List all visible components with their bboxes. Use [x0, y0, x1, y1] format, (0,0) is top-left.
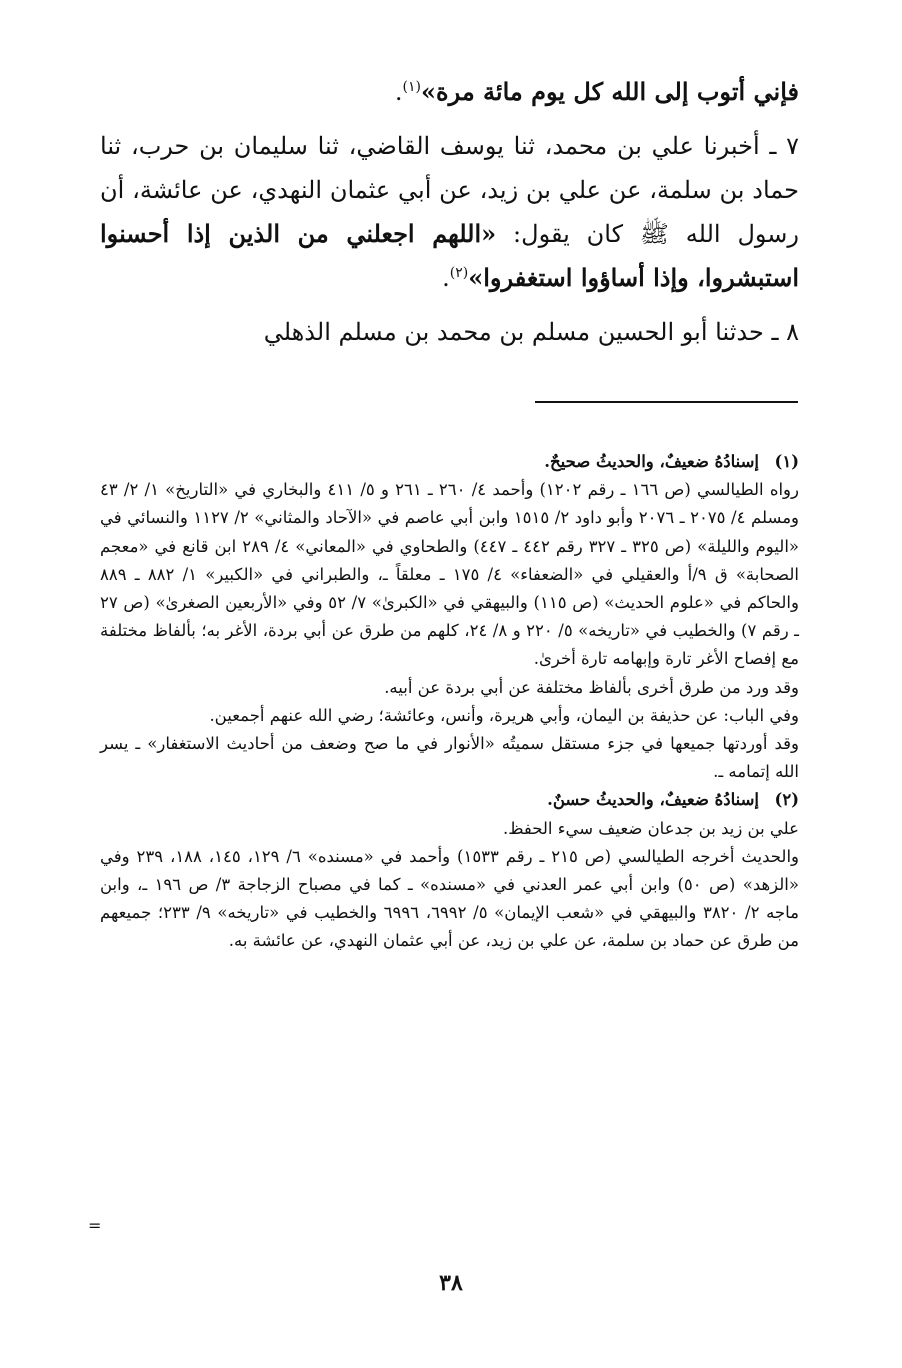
footnote-1-paragraph: وقد ورد من طرق أخرى بألفاظ مختلفة عن أبي بردة عن أبيه.: [384, 677, 799, 697]
footnote-1-heading: [100, 448, 799, 476]
footnote-2-heading: [100, 786, 799, 814]
hadith-7-quote: «اللهم اجعلني من الذين إذا أحسنوا استبشروا، وإذا أساؤوا استغفروا»: [100, 219, 799, 292]
continuation-marker: =: [88, 1216, 102, 1235]
footnote-1-paragraph: وفي الباب: عن حذيفة بن اليمان، وأبي هريرة، وأنس، وعائشة؛ رضي الله عنهم أجمعين.: [209, 705, 799, 725]
footnote-2-paragraph: والحديث أخرجه الطيالسي (ص ٢١٥ ـ رقم ١٥٣٣) وأحمد في «مسنده» ٦/ ١٢٩، ١٤٥، ١٨٨، ٢٣٩ وفي «الزهد» (ص ٥٠) وابن أبي عمر العدني في «مسنده» ـ كما في مصباح الزجاجة ٣/ ص ١٩٦ ـ، وابن ماجه ٢/ ٣٨٢٠ والبيهقي في «شعب الإيمان» ٥/ ٦٩٩٢، ٦٩٩٦ والخطيب في «تاريخه» ٩/ ٢٣٣؛ جميعهم من طرق عن حماد بن سلمة، عن علي بن زيد، عن أبي عثمان النهدي، عن عائشة به.: [100, 846, 800, 951]
footnote-ref-1: (١): [402, 79, 421, 95]
main-text: [100, 70, 799, 354]
hadith-6-quote: فإني أتوب إلى الله كل يوم مائة مرة»: [421, 77, 799, 106]
footnote-2-number: (٢): [774, 790, 799, 810]
footnote-ref-2: (٢): [449, 265, 469, 281]
footnote-1-paragraph: وقد أوردتها جميعها في جزء مستقل سميتُه «الأنوار في ما صح وضعف من أحاديث الاستغفار» ـ يسر الله إتمامه ـ.: [100, 734, 799, 782]
hadith-7: [100, 124, 799, 300]
footnote-separator: [535, 401, 798, 403]
hadith-6-ending: [100, 70, 799, 114]
footnote-2-paragraph: علي بن زيد بن جدعان ضعيف سيء الحفظ.: [502, 818, 799, 838]
hadith-8: ٨ ـ حدثنا أبو الحسين مسلم بن محمد بن مسلم الذهلي: [263, 318, 799, 346]
hadith-7-chain: ٧ ـ أخبرنا علي بن محمد، ثنا يوسف القاضي، ثنا سليمان بن حرب، ثنا حماد بن سلمة، عن علي بن زيد، عن أبي عثمان النهدي، عن عائشة، أن رسول الله ﷺ كان يقول:: [100, 132, 799, 248]
footnote-1-number: (١): [774, 452, 799, 471]
footnote-2-title: إسنادُهُ ضعيفٌ، والحديثُ حسنٌ.: [547, 790, 759, 810]
footnote-1-paragraph: رواه الطيالسي (ص ١٦٦ ـ رقم ١٢٠٢) وأحمد ٤/ ٢٦٠ ـ ٢٦١ و ٥/ ٤١١ والبخاري في «التاريخ» ١/ ٢/ ٤٣ ومسلم ٤/ ٢٠٧٥ ـ ٢٠٧٦ وأبو داود ٢/ ١٥١٥ وابن أبي عاصم في «الآحاد والمثاني» ٢/ ١١٢٧ والنسائي في «اليوم والليلة» (ص ٣٢٥ ـ ٣٢٧ رقم ٤٤٢ ـ ٤٤٧) والطحاوي في «المعاني» ٤/ ٢٨٩ ابن قانع في «معجم الصحابة» ق ٩/أ والعقيلي في «الضعفاء» ٤/ ١٧٥ ـ معلقاً ـ، والطبراني في «الكبير» ١/ ٨٨٢ ـ ٨٨٩ والحاكم في «علوم الحديث» (ص ١١٥) والبيهقي في «الكبرىٰ» ٧/ ٥٢ وفي «الأربعين الصغرىٰ» (ص ٢٧ ـ رقم ٧) والخطيب في «تاريخه» ٥/ ٢٢٠ و ٨/ ٢٤، كلهم من طرق عن أبي بردة، الأغر به؛ بألفاظ مختلفة مع إفصاح الأغر تارة وإبهامه تارة أخرىٰ.: [100, 480, 800, 669]
footnotes: [100, 448, 799, 956]
footnote-1-title: إسنادُهُ ضعيفٌ، والحديثُ صحيحٌ.: [544, 452, 759, 471]
page-number: ٣٨: [439, 1270, 463, 1296]
hadith-7-period: .: [442, 264, 450, 292]
hadith-6-period: .: [394, 78, 403, 106]
